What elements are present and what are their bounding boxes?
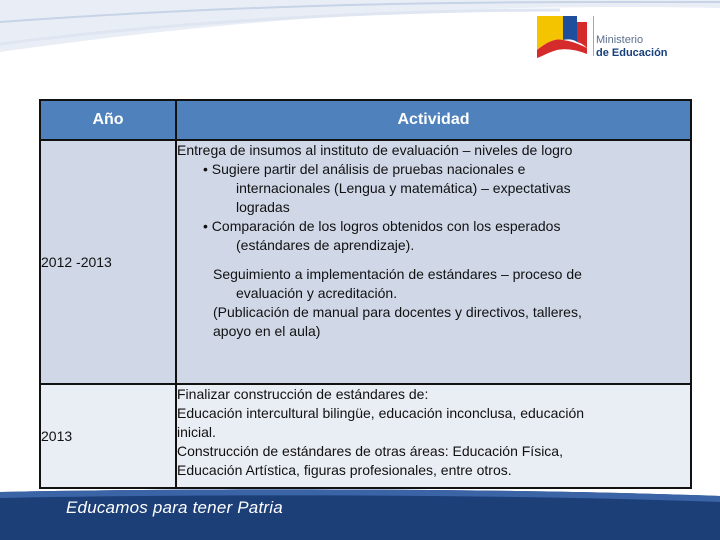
header-year: Año (40, 100, 176, 140)
year-cell: 2013 (40, 384, 176, 488)
activity-line: logradas (236, 199, 290, 215)
activities-table (39, 99, 692, 489)
activity-line: evaluación y acreditación. (236, 285, 398, 301)
activity-line: inicial. (177, 424, 216, 440)
activity-cell (176, 384, 691, 488)
activity-line: Educación intercultural bilingüe, educación inconclusa, educación (177, 405, 585, 421)
bullet-item: • Comparación de los logros obtenidos con los esperados (203, 218, 561, 234)
activity-line: apoyo en el aula) (213, 323, 321, 339)
table-row (40, 384, 691, 488)
table-row (40, 140, 691, 384)
ministry-line2: de Educación (596, 47, 668, 59)
activity-line: Construcción de estándares de otras áreas: Educación Física, (177, 443, 563, 459)
ministry-line1: Ministerio (596, 34, 644, 46)
activity-line: Entrega de insumos al instituto de evaluación – niveles de logro (177, 142, 573, 158)
table-header-row (40, 100, 691, 140)
header-activity: Actividad (176, 100, 691, 140)
activity-line: internacionales (Lengua y matemática) – expectativas (236, 180, 571, 196)
footer-slogan: Educamos para tener Patria (66, 498, 283, 517)
ministry-name (596, 34, 668, 60)
year-cell: 2012 -2013 (40, 140, 176, 384)
bullet-item: • Sugiere partir del análisis de pruebas nacionales e (203, 161, 526, 177)
activity-line: Seguimiento a implementación de estándares – proceso de (213, 266, 582, 282)
activity-line: Finalizar construcción de estándares de: (177, 386, 429, 402)
activity-cell (176, 140, 691, 384)
activity-line: (Publicación de manual para docentes y directivos, talleres, (213, 304, 582, 320)
activity-line: Educación Artística, figuras profesionales, entre otros. (177, 462, 512, 478)
activity-line: (estándares de aprendizaje). (236, 237, 415, 253)
